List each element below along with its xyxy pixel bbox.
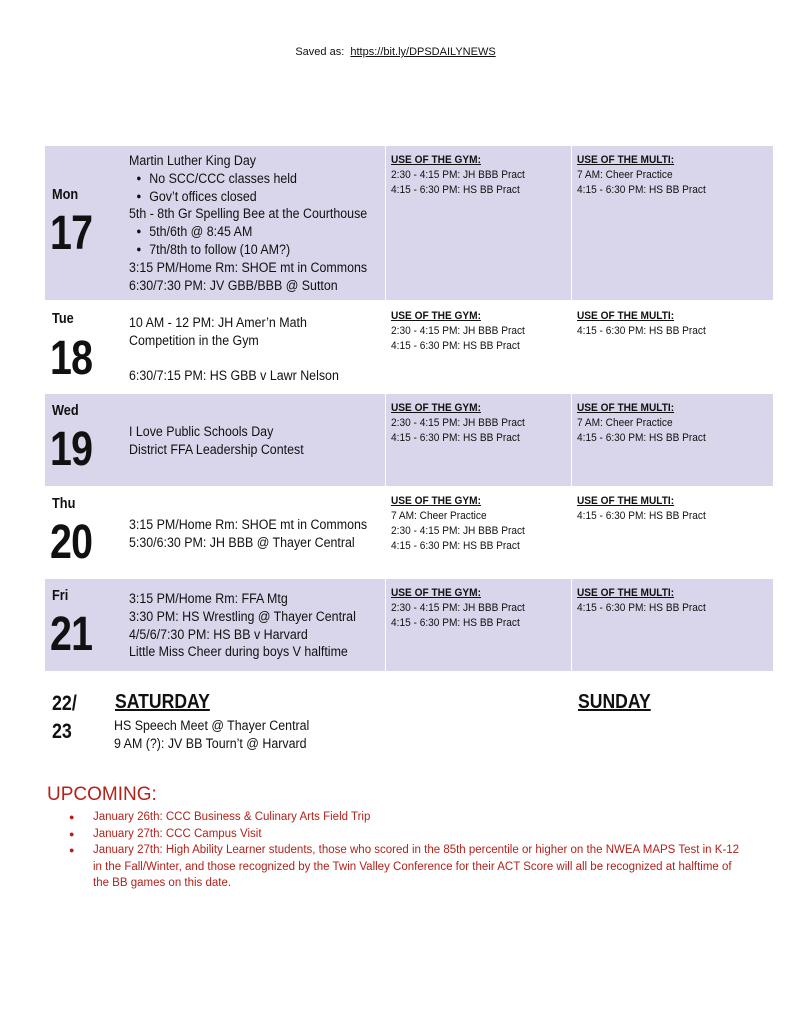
day-events: [129, 423, 368, 459]
upcoming-list: [47, 809, 747, 892]
event-line: ● Gov’t offices closed: [129, 188, 368, 206]
gym-schedule: [391, 309, 525, 354]
event-line: Little Miss Cheer during boys V halftime: [129, 644, 348, 660]
weekend-number-bottom: 23: [52, 720, 72, 743]
gym-schedule: [391, 401, 525, 446]
event-line: 3:15 PM/Home Rm: SHOE mt in Commons: [129, 259, 368, 275]
column-divider: [571, 579, 572, 671]
saved-as-label: Saved as:: [295, 46, 345, 58]
event-line: Competition in the Gym: [129, 332, 259, 348]
multi-slot: 7 AM: Cheer Practice: [577, 417, 673, 429]
day-name: Wed: [52, 402, 79, 419]
day-events: [129, 314, 368, 385]
gym-slot: 2:30 - 4:15 PM: JH BBB Pract: [391, 169, 525, 181]
weekend-number-top: 22/: [52, 692, 77, 715]
multi-heading: USE OF THE MULTI:: [577, 154, 675, 166]
event-line: HS Speech Meet @ Thayer Central: [114, 718, 310, 733]
day-number: 18: [50, 332, 93, 385]
event-line: I Love Public Schools Day: [129, 424, 274, 439]
gym-heading: USE OF THE GYM:: [391, 402, 481, 414]
day-row-monday: [45, 146, 773, 300]
upcoming-item: ● January 27th: CCC Campus Visit: [47, 826, 747, 843]
day-name: Tue: [52, 310, 74, 327]
multi-schedule: [577, 494, 706, 524]
column-divider: [385, 146, 386, 300]
multi-heading: USE OF THE MULTI:: [577, 495, 675, 507]
day-number: 17: [50, 207, 93, 260]
event-spacer: [129, 350, 368, 368]
multi-slot: 4:15 - 6:30 PM: HS BB Pract: [577, 325, 706, 337]
event-line: 10 AM - 12 PM: JH Amer’n Math: [129, 315, 307, 330]
day-name: Fri: [52, 587, 69, 604]
saturday-events: [114, 717, 309, 753]
event-line: 4/5/6/7:30 PM: HS BB v Harvard: [129, 626, 308, 642]
column-divider: [571, 146, 572, 300]
day-number: 20: [50, 516, 93, 569]
gym-slot: 7 AM: Cheer Practice: [391, 510, 487, 522]
multi-schedule: [577, 309, 706, 339]
gym-heading: USE OF THE GYM:: [391, 587, 481, 599]
event-line: 6:30/7:30 PM: JV GBB/BBB @ Sutton: [129, 277, 338, 293]
event-line: District FFA Leadership Contest: [129, 441, 304, 457]
multi-slot: 4:15 - 6:30 PM: HS BB Pract: [577, 510, 706, 522]
event-line: 3:30 PM: HS Wrestling @ Thayer Central: [129, 608, 356, 624]
upcoming-title: UPCOMING:: [47, 784, 157, 805]
day-number: 19: [50, 423, 93, 476]
weekend-row: [45, 688, 773, 758]
multi-slot: 7 AM: Cheer Practice: [577, 169, 673, 181]
gym-slot: 2:30 - 4:15 PM: JH BBB Pract: [391, 325, 525, 337]
day-events: [129, 152, 368, 294]
multi-heading: USE OF THE MULTI:: [577, 587, 675, 599]
gym-heading: USE OF THE GYM:: [391, 310, 481, 322]
sunday-heading: SUNDAY: [578, 691, 651, 713]
gym-slot: 4:15 - 6:30 PM: HS BB Pract: [391, 617, 520, 629]
event-line: Martin Luther King Day: [129, 153, 257, 168]
day-name: Mon: [52, 186, 79, 203]
saturday-heading: SATURDAY: [115, 691, 210, 713]
gym-schedule: [391, 153, 525, 198]
day-events: [129, 516, 368, 552]
multi-slot: 4:15 - 6:30 PM: HS BB Pract: [577, 602, 706, 614]
multi-schedule: [577, 401, 706, 446]
event-line: ● 5th/6th @ 8:45 AM: [129, 223, 368, 241]
upcoming-item: ● January 26th: CCC Business & Culinary Arts Field Trip: [47, 809, 747, 826]
upcoming-section: [47, 784, 747, 892]
day-row-friday: [45, 579, 773, 671]
gym-slot: 4:15 - 6:30 PM: HS BB Pract: [391, 540, 520, 552]
gym-heading: USE OF THE GYM:: [391, 495, 481, 507]
day-name: Thu: [52, 495, 76, 512]
saved-as-link[interactable]: https://bit.ly/DPSDAILYNEWS: [350, 46, 496, 58]
event-line: 5th - 8th Gr Spelling Bee at the Courthouse: [129, 206, 368, 222]
gym-slot: 2:30 - 4:15 PM: JH BBB Pract: [391, 602, 525, 614]
day-row-wednesday: [45, 394, 773, 486]
multi-heading: USE OF THE MULTI:: [577, 310, 675, 322]
gym-slot: 2:30 - 4:15 PM: JH BBB Pract: [391, 417, 525, 429]
multi-schedule: [577, 586, 706, 616]
multi-slot: 4:15 - 6:30 PM: HS BB Pract: [577, 184, 706, 196]
gym-schedule: [391, 494, 525, 554]
saved-as-line: [0, 46, 791, 58]
multi-slot: 4:15 - 6:30 PM: HS BB Pract: [577, 432, 706, 444]
day-row-tuesday: [45, 302, 773, 392]
event-line: ● No SCC/CCC classes held: [129, 170, 368, 188]
event-line: 9 AM (?): JV BB Tourn’t @ Harvard: [114, 736, 307, 751]
event-line: 5:30/6:30 PM: JH BBB @ Thayer Central: [129, 534, 355, 550]
day-number: 21: [50, 608, 93, 661]
column-divider: [385, 579, 386, 671]
column-divider: [385, 394, 386, 486]
event-line: 3:15 PM/Home Rm: SHOE mt in Commons: [129, 517, 368, 532]
day-row-thursday: [45, 488, 773, 578]
multi-heading: USE OF THE MULTI:: [577, 402, 675, 414]
upcoming-item: ● January 27th: High Ability Learner students, those who scored in the 85th percentile or higher on the NWEA MAPS Test in K-12 in the Fall/Winter, and those recognized by the Twin Valley Conference for their ACT Score will all be recognized at halftime of the BB games on this date.: [47, 842, 747, 892]
gym-slot: 4:15 - 6:30 PM: HS BB Pract: [391, 184, 520, 196]
gym-slot: 2:30 - 4:15 PM: JH BBB Pract: [391, 525, 525, 537]
event-line: 6:30/7:15 PM: HS GBB v Lawr Nelson: [129, 368, 339, 384]
day-events: [129, 590, 368, 661]
gym-heading: USE OF THE GYM:: [391, 154, 481, 166]
event-line: ● 7th/8th to follow (10 AM?): [129, 241, 368, 259]
gym-slot: 4:15 - 6:30 PM: HS BB Pract: [391, 432, 520, 444]
event-line: 3:15 PM/Home Rm: FFA Mtg: [129, 591, 288, 606]
column-divider: [571, 394, 572, 486]
gym-slot: 4:15 - 6:30 PM: HS BB Pract: [391, 340, 520, 352]
gym-schedule: [391, 586, 525, 631]
multi-schedule: [577, 153, 706, 198]
